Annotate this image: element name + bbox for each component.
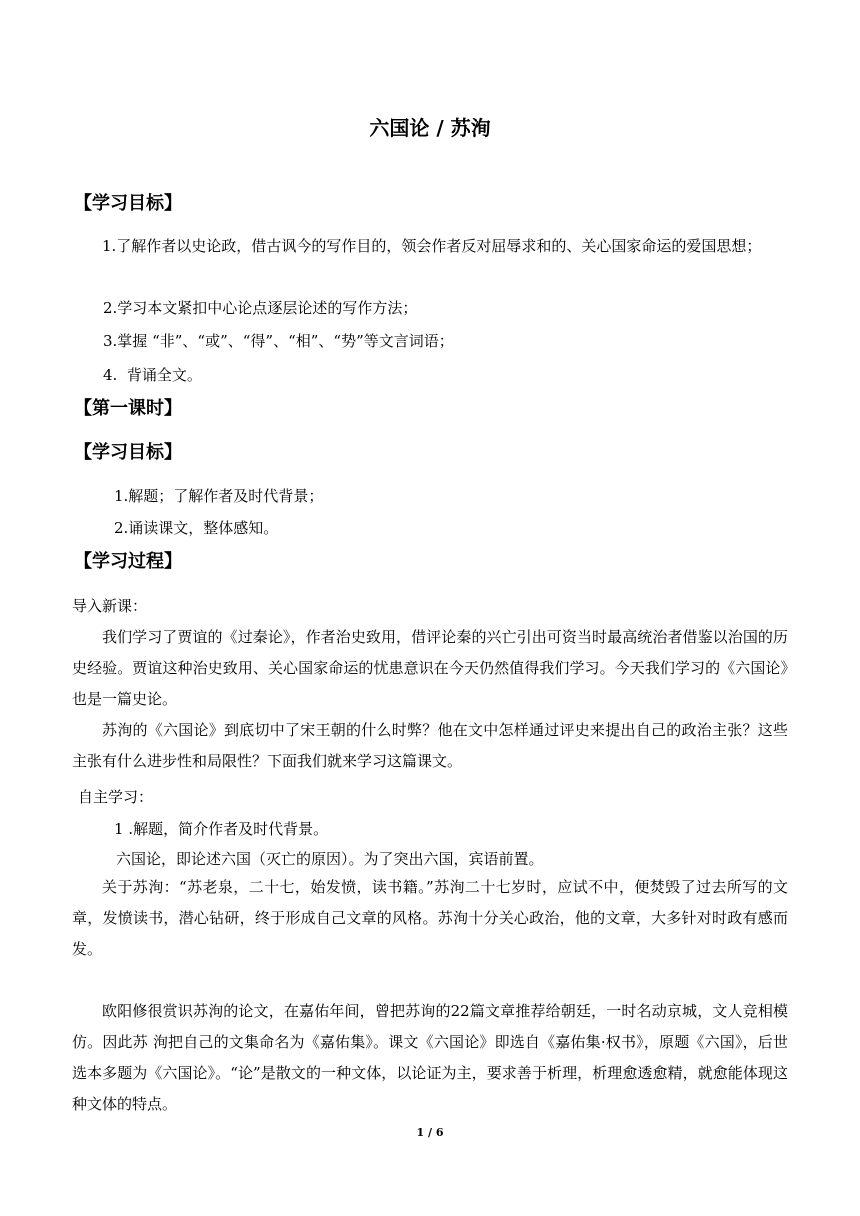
section-heading-learning-process: 【学习过程】	[74, 551, 182, 572]
objective-item-1: 1.了解作者以史论政，借古讽今的写作目的，领会作者反对屈辱求和的、关心国家命运的爱国思想；	[102, 237, 762, 255]
lesson-objective-item-1: 1.解题；了解作者及时代背景；	[114, 487, 324, 505]
intro-paragraph-1: 我们学习了贾谊的《过秦论》，作者治史致用，借评论秦的兴亡引出可资当时最高统治者借鉴以治国的历史经验。贾谊这种治史致用、关心国家命运的忧患意识在今天仍然值得我们学习。今天我们学习的《六国论》也是一篇史论。	[72, 628, 788, 708]
objective-item-4: 4. 背诵全文。	[103, 366, 202, 384]
self-study-label: 自主学习：	[78, 788, 154, 806]
document-title: 六国论 / 苏洵	[369, 116, 491, 140]
self-study-step-1: 1 .解题，简介作者及时代背景。	[114, 820, 329, 838]
lesson-objective-item-2: 2.诵读课文，整体感知。	[114, 519, 279, 537]
section-heading-learning-objectives: 【学习目标】	[74, 193, 182, 214]
author-paragraph: 关于苏洵：“苏老泉，二十七，始发愤，读书籍。”苏洵二十七岁时，应试不中，便焚毁了过去所写的文章，发愤读书，潜心钻研，终于形成自己文章的风格。苏洵十分关心政治，他的文章，大多针对时政有感而发。	[72, 878, 788, 958]
section-heading-lesson-objectives: 【学习目标】	[74, 442, 182, 463]
objective-item-3: 3.掌握 “非”、“或”、“得”、“相”、“势”等文言词语；	[103, 332, 454, 350]
objective-item-2: 2.学习本文紧扣中心论点逐层论述的写作方法；	[103, 299, 418, 317]
intro-paragraph-2: 苏洵的《六国论》到底切中了宋王朝的什么时弊？他在文中怎样通过评史来提出自己的政治主张？这些主张有什么进步性和局限性？下面我们就来学习这篇课文。	[72, 721, 788, 770]
section-heading-first-lesson: 【第一课时】	[74, 398, 182, 419]
self-study-step-1-note: 六国论，即论述六国（灭亡的原因）。为了突出六国，宾语前置。	[116, 850, 544, 868]
intro-label: 导入新课：	[72, 597, 148, 615]
page-number: 1 / 6	[416, 1126, 444, 1139]
source-paragraph: 欧阳修很赏识苏洵的论文，在嘉佑年间，曾把苏询的22篇文章推荐给朝廷，一时名动京城，文人竞相模仿。因此苏 洵把自己的文集命名为《嘉佑集》。课文《六国论》即选自《嘉佑集·权书》，原题《六国》，后世选本多题为《六国论》。“论”是散文的一种文体，以论证为主，要求善于析理，析理愈透愈精，就愈能体现这种文体的特点。	[72, 1002, 788, 1113]
